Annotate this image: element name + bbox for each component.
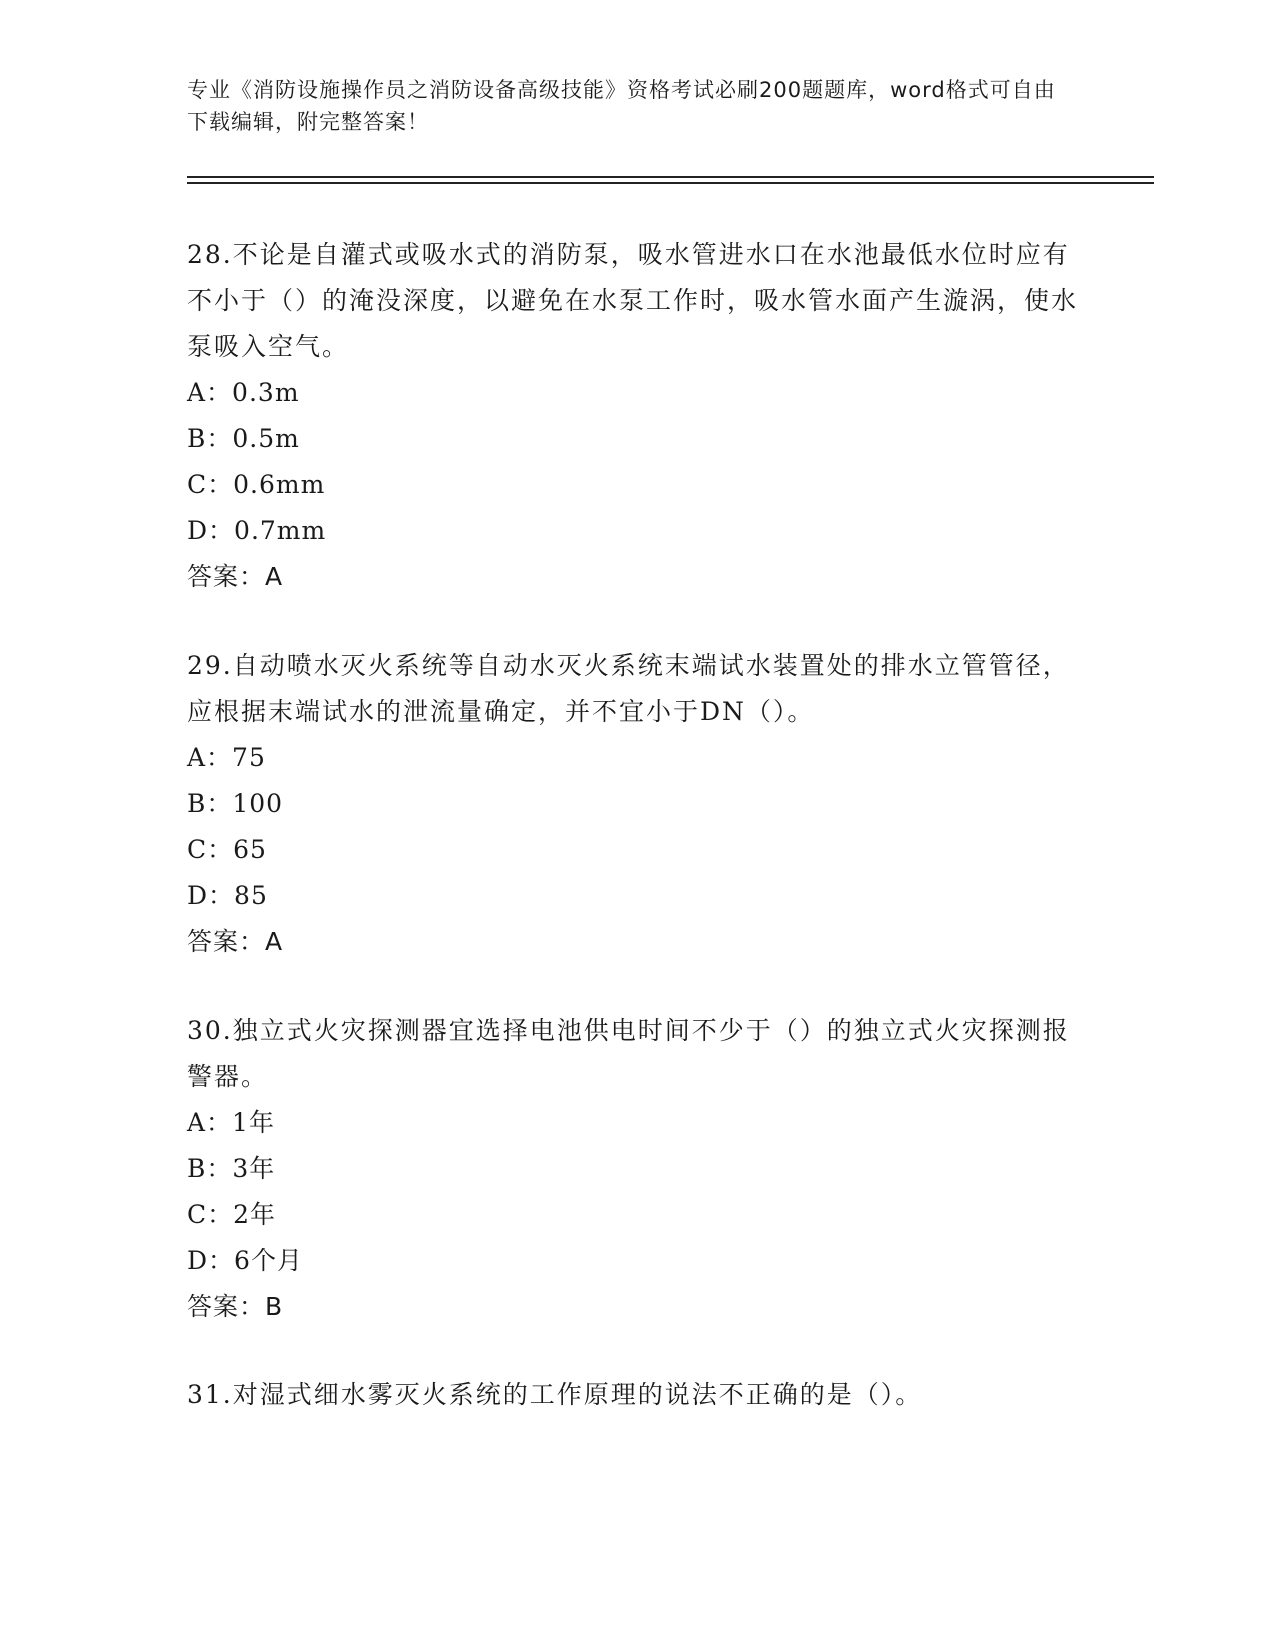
answer-line: 答案：A: [187, 562, 284, 591]
question-text: 28.不论是自灌式或吸水式的消防泵，吸水管进水口在水池最低水位时应有不小于（）的淹没深度，以避免在水泵工作时，吸水管水面产生漩涡，使水泵吸入空气。: [187, 240, 1079, 361]
question-29: [187, 643, 1087, 965]
answer-line: 答案：A: [187, 927, 284, 956]
header-divider-top: [187, 176, 1154, 178]
question-text: 31.对湿式细水雾灭火系统的工作原理的说法不正确的是（）。: [187, 1380, 923, 1409]
question-30: [187, 1008, 1087, 1330]
option-a: A：75: [187, 743, 266, 772]
option-c: C：65: [187, 835, 267, 864]
question-text: 30.独立式火灾探测器宜选择电池供电时间不少于（）的独立式火灾探测报警器。: [187, 1016, 1070, 1091]
header-divider-bottom: [187, 182, 1154, 184]
option-d: D：6个月: [187, 1246, 303, 1275]
option-a: A：1年: [187, 1108, 275, 1137]
option-c: C：2年: [187, 1200, 277, 1229]
option-a: A：0.3m: [187, 378, 300, 407]
option-b: B：100: [187, 789, 284, 818]
document-header: 专业《消防设施操作员之消防设备高级技能》资格考试必刷200题题库，word格式可自由下载编辑，附完整答案！: [187, 78, 1056, 134]
option-b: B：3年: [187, 1154, 276, 1183]
question-31: [187, 1372, 1087, 1418]
question-28: [187, 232, 1087, 600]
option-d: D：0.7mm: [187, 516, 327, 545]
option-d: D：85: [187, 881, 268, 910]
option-b: B：0.5m: [187, 424, 300, 453]
option-c: C：0.6mm: [187, 470, 326, 499]
question-text: 29.自动喷水灭火系统等自动水灭火系统末端试水装置处的排水立管管径，应根据末端试水的泄流量确定，并不宜小于DN（）。: [187, 651, 1070, 726]
answer-line: 答案：B: [187, 1292, 284, 1321]
